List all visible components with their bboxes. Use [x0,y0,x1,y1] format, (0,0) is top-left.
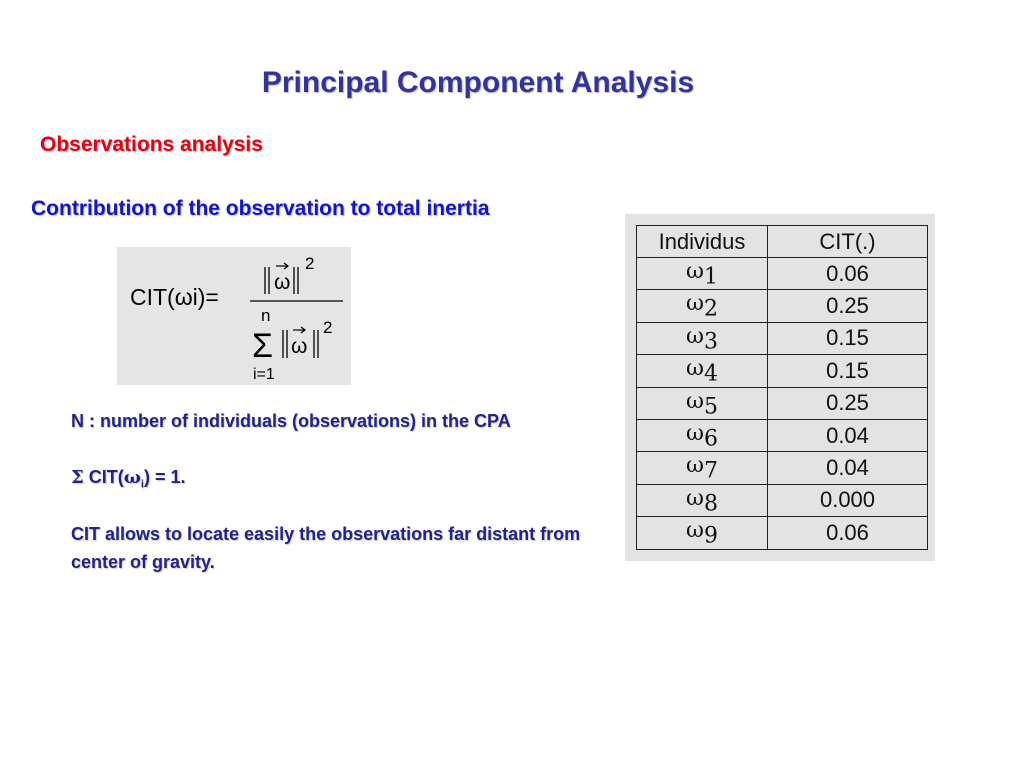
cit-description: CIT allows to locate easily the observations far distant from center of gravity. [71,524,581,572]
table-row [637,517,928,549]
individual-index: 2 [703,296,718,322]
sum-suffix: ) = 1. [143,467,186,487]
cit-value: 0.06 [768,258,928,290]
individual-index: 3 [703,329,718,355]
numerator-exponent: 2 [305,254,315,273]
individual-cell [637,355,768,387]
cit-value: 0.04 [768,452,928,484]
table-row [637,322,928,354]
omega-symbol: ω [686,291,704,317]
omega-symbol: ω [686,323,704,349]
denominator-exponent: 2 [323,318,333,337]
omega-symbol: ω [686,388,704,414]
table-row [637,452,928,484]
cit-formula-graphic [117,247,351,385]
section-subtitle: Observations analysis [40,133,263,156]
column-header-individus: Individus [637,226,768,258]
omega-symbol: ω [686,420,704,446]
cit-value: 0.15 [768,322,928,354]
table-row [637,258,928,290]
individual-cell [637,484,768,516]
individual-cell [637,419,768,451]
sum-index: i [140,478,144,491]
individual-cell [637,290,768,322]
sigma-icon: Σ [252,327,274,365]
individual-cell [637,322,768,354]
table-row [637,484,928,516]
individual-index: 4 [703,361,718,387]
sum-lower-limit: i=1 [253,366,275,383]
individual-cell [637,517,768,549]
column-header-cit: CIT(.) [768,226,928,258]
table-row [637,419,928,451]
individual-index: 5 [703,393,718,419]
omega-symbol: ω [686,518,704,544]
omega-symbol: ω [686,259,704,284]
individual-index: 6 [703,426,718,452]
cit-value: 0.25 [768,290,928,322]
page-title: Principal Component Analysis [261,66,695,99]
omega-symbol: ω [686,485,704,511]
sum-omega: ω [123,467,141,488]
formula-lhs: CIT(ωi)= [130,284,219,310]
svg-text:ω: ω [274,271,291,294]
omega-symbol: ω [686,356,704,382]
notes-block [71,407,591,604]
individual-index: 9 [703,523,718,549]
individual-index: 8 [703,491,718,517]
cit-value: 0.000 [768,484,928,516]
formula-denominator [252,306,332,383]
individual-cell [637,452,768,484]
n-definition: N : number of individuals (observations) in the CPA [71,411,511,431]
cit-value: 0.06 [768,517,928,549]
cit-formula [117,247,351,385]
individual-cell [637,258,768,290]
section-heading: Contribution of the observation to total inertia [31,197,490,220]
cit-table-panel [625,214,935,561]
table-row [637,355,928,387]
cit-table [636,225,928,550]
individual-index: 7 [703,458,718,484]
table-row [637,290,928,322]
sum-property [71,463,591,492]
sum-upper-limit: n [261,306,271,325]
formula-numerator [265,254,314,294]
table-row [637,387,928,419]
sum-symbol: Σ [71,467,84,488]
individual-index: 1 [703,264,718,290]
table-header-row [637,226,928,258]
svg-text:ω: ω [291,335,308,358]
omega-symbol: ω [686,453,704,479]
cit-value: 0.04 [768,419,928,451]
sum-prefix: CIT( [88,467,124,487]
cit-value: 0.15 [768,355,928,387]
individual-cell [637,387,768,419]
cit-value: 0.25 [768,387,928,419]
